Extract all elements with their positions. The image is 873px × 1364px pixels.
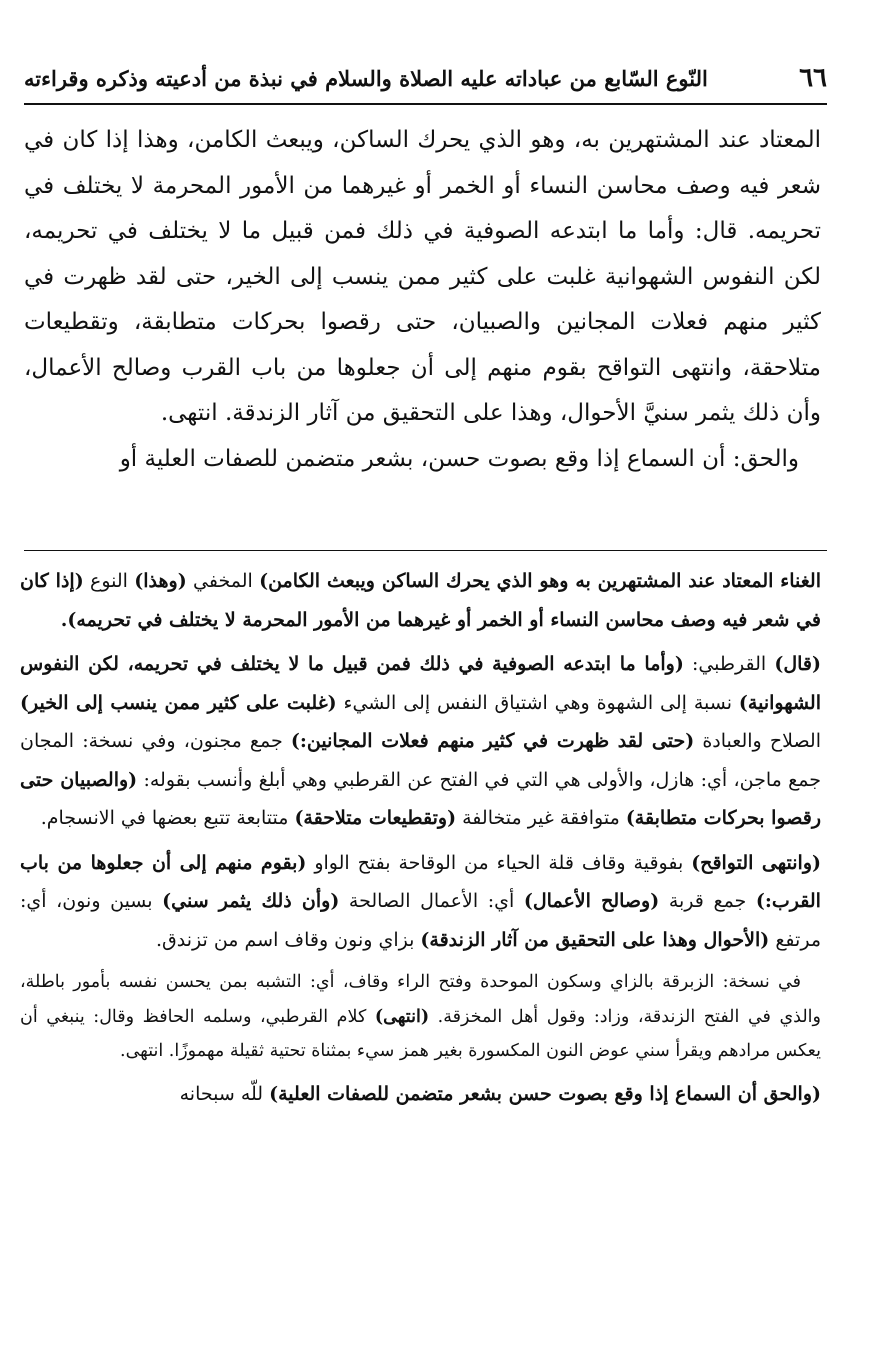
- running-title: النّوع السّابع من عباداته عليه الصلاة والسلام في نبذة من أدعيته وذكره وقراءته: [24, 65, 708, 91]
- main-paragraph-2: والحق: أن السماع إذا وقع بصوت حسن، بشعر متضمن للصفات العلية أو: [119, 445, 799, 472]
- quoted-text: (وأن ذلك يثمر سني): [162, 890, 340, 912]
- gloss-text: أي: الأعمال الصالحة: [339, 890, 524, 912]
- page-header: [24, 58, 827, 98]
- gloss-text: للّه سبحانه: [179, 1082, 270, 1105]
- gloss-text: المخفي: [186, 570, 260, 592]
- commentary: [20, 562, 821, 1119]
- header-divider: [24, 103, 827, 105]
- commentary-divider: [24, 550, 827, 551]
- main-text: [24, 118, 821, 482]
- quoted-text: (وانتهى التواقح): [691, 851, 821, 874]
- gloss-text: جمع مجنون، وفي نسخة: المجان جمع ماجن، أي: هازل، والأولى هي التي في الفتح عن القرطبي وهي أبلغ وأنسب بقوله:: [20, 730, 821, 791]
- quoted-text: (وتقطيعات متلاحقة): [294, 807, 457, 829]
- gloss-text: القرطبي:: [683, 653, 775, 675]
- quoted-text: (غلبت على كثير ممن ينسب إلى الخير): [20, 691, 337, 714]
- page-number: ٦٦: [799, 63, 827, 93]
- commentary-paragraph-5: [20, 1075, 821, 1114]
- gloss-text: كلام القرطبي، وسلمه الحافظ وقال: ينبغي أن يعكس مرادهم ويقرأ سني عوض النون المكسورة بغير همز سيء بمثناة تحتية ثقيلة مهموزًا. انتهى.: [20, 1006, 821, 1061]
- commentary-paragraph-1: [20, 562, 821, 639]
- main-paragraph-1: المعتاد عند المشتهرين به، وهو الذي يحرك الساكن، ويبعث الكامن، وهذا إذا كان في شعر فيه وصف محاسن النساء أو الخمر أو غيرهما من الأمور المحرمة لا يختلف في تحريمه. قال: وأما ما ابتدعه الصوفية في ذلك فمن قبيل ما لا يختلف في تحريمه، لكن النفوس الشهوانية غلبت على كثير ممن ينسب إلى الخير، حتى لقد ظهرت في كثير منهم فعلات المجانين والصبيان، حتى رقصوا بحركات متطابقة، وتقطيعات متلاحقة، وانتهى التواقح بقوم منهم إلى أن جعلوها من باب القرب وصالح الأعمال، وأن ذلك يثمر سنيَّ الأحوال، وهذا على التحقيق من آثار الزندقة. انتهى.: [24, 127, 821, 426]
- quoted-text: (حتى لقد ظهرت في كثير منهم فعلات المجانين:): [290, 730, 695, 752]
- gloss-text: نسبة إلى الشهوة وهي اشتياق النفس إلى الشيء: [336, 691, 739, 714]
- quoted-text: (والصبيان حتى رقصوا بحركات متطابقة): [20, 768, 821, 829]
- gloss-text: متوافقة غير متخالفة: [456, 807, 626, 829]
- quoted-text: (قال): [774, 653, 821, 675]
- quoted-text: (انتهى): [374, 1006, 430, 1027]
- quoted-text: (وأما ما ابتدعه الصوفية في ذلك فمن قبيل ما لا يختلف في تحريمه، لكن النفوس الشهوانية): [20, 653, 821, 714]
- gloss-text: بسين ونون، أي: مرتفع: [20, 890, 821, 951]
- gloss-text: متتابعة تتبع بعضها في الانسجام.: [40, 807, 295, 829]
- quoted-text: (بقوم منهم إلى أن جعلوها من باب القرب:): [20, 851, 821, 912]
- gloss-text: جمع قربة: [659, 890, 756, 912]
- quoted-text: (الأحوال وهذا على التحقيق من آثار الزندقة): [420, 928, 770, 951]
- quoted-text: (وصالح الأعمال): [523, 890, 660, 912]
- commentary-paragraph-3: [20, 844, 821, 960]
- quoted-text: الغناء المعتاد عند المشتهرين به وهو الذي يحرك الساكن ويبعث الكامن): [259, 570, 821, 592]
- gloss-text: بفوقية وقاف قلة الحياء من الوقاحة بفتح الواو: [306, 851, 692, 874]
- gloss-text: النوع: [83, 570, 135, 592]
- commentary-paragraph-2: [20, 645, 821, 838]
- gloss-text: بزاي ونون وقاف اسم من تزندق.: [155, 928, 421, 951]
- gloss-text: الصلاح والعبادة: [694, 730, 821, 752]
- quoted-text: (وهذا): [134, 570, 187, 592]
- commentary-paragraph-4: [20, 965, 821, 1069]
- quoted-text: (إذا كان في شعر فيه وصف محاسن النساء أو الخمر أو غيرهما من الأمور المحرمة لا يختلف في تحريمه).: [20, 570, 821, 631]
- gloss-text: في نسخة: الزبرقة بالزاي وسكون الموحدة وفتح الراء وقاف، أي: التشبه بمن يحسن نفسه بأمور باطلة، والذي في الفتح الزندقة، وزاد: وقول أهل المخزقة.: [20, 972, 821, 1027]
- quoted-text: (والحق أن السماع إذا وقع بصوت حسن بشعر متضمن للصفات العلية): [269, 1082, 821, 1105]
